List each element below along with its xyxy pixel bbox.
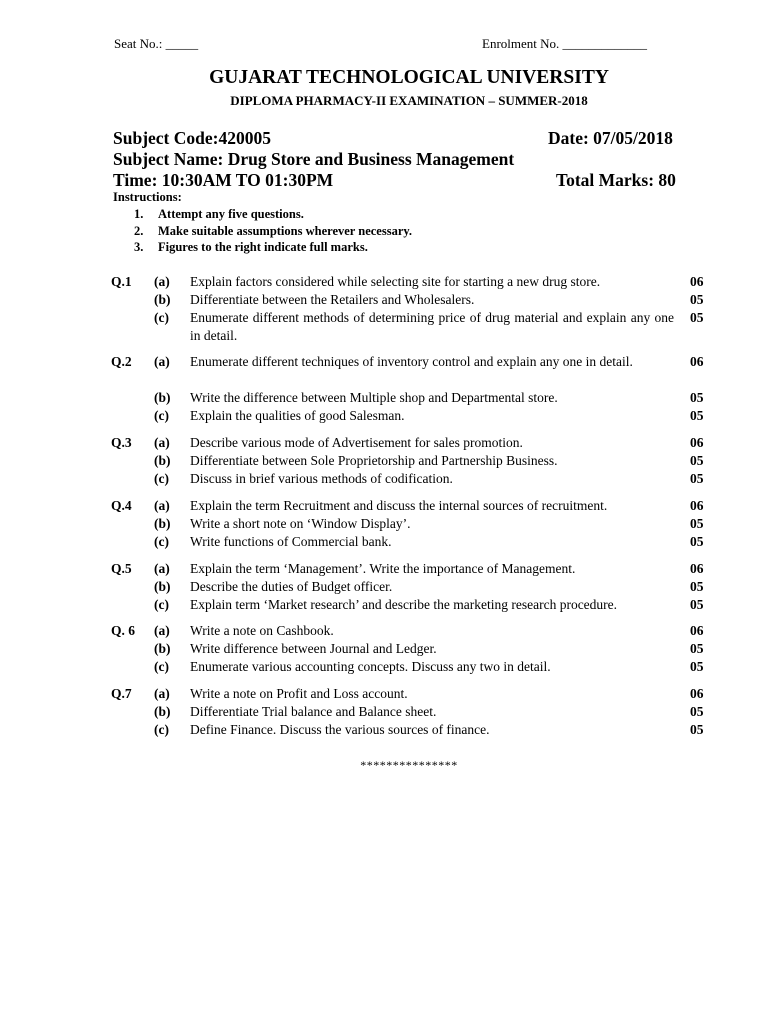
marks: 06 [690, 498, 704, 513]
total-marks: Total Marks: 80 [556, 170, 676, 190]
question-block-2 [0, 353, 768, 425]
marks: 05 [690, 408, 704, 423]
question-text: Differentiate between Sole Proprietorship and Partnership Business. [190, 453, 558, 468]
question-text: Explain the term Recruitment and discuss the internal sources of recruitment. [190, 498, 608, 513]
marks: 06 [690, 686, 704, 701]
question-text: Explain factors considered while selecting site for starting a new drug store. [190, 274, 601, 289]
enrolment-number-field: Enrolment No. _____________ [482, 36, 648, 51]
part-label: (c) [154, 310, 169, 325]
marks: 05 [690, 704, 704, 719]
marks: 06 [690, 274, 704, 289]
question-text: Explain term ‘Market research’ and describe the marketing research procedure. [190, 597, 618, 612]
question-number: Q.1 [111, 274, 132, 289]
question-number: Q. 6 [111, 623, 136, 638]
part-label: (a) [154, 561, 170, 576]
instruction-number: 3. [134, 240, 144, 254]
question-block-7 [0, 685, 768, 739]
question-text: Enumerate different techniques of inventory control and explain any one in detail. [190, 354, 633, 369]
question-text: Describe various mode of Advertisement for sales promotion. [190, 435, 523, 450]
marks: 05 [690, 534, 704, 549]
end-of-paper-divider: *************** [360, 758, 458, 772]
marks: 05 [690, 579, 704, 594]
part-label: (b) [154, 292, 171, 307]
university-title: GUJARAT TECHNOLOGICAL UNIVERSITY [209, 67, 609, 88]
part-label: (a) [154, 623, 170, 638]
question-number: Q.4 [111, 498, 132, 513]
question-text: Differentiate between the Retailers and Wholesalers. [190, 292, 475, 307]
exam-title: DIPLOMA PHARMACY-II EXAMINATION – SUMMER-2018 [230, 93, 588, 108]
marks: 06 [690, 561, 704, 576]
marks: 05 [690, 597, 704, 612]
question-number: Q.7 [111, 686, 132, 701]
instruction-text: Figures to the right indicate full marks. [158, 240, 368, 254]
part-label: (c) [154, 659, 169, 674]
part-label: (a) [154, 274, 170, 289]
question-number: Q.2 [111, 354, 132, 369]
part-label: (a) [154, 686, 170, 701]
part-label: (a) [154, 498, 170, 513]
question-block-6 [0, 622, 768, 676]
part-label: (b) [154, 453, 171, 468]
part-label: (b) [154, 390, 171, 405]
marks: 06 [690, 435, 704, 450]
question-text: Enumerate various accounting concepts. Discuss any two in detail. [190, 659, 551, 674]
instructions-list [134, 206, 412, 256]
question-text: Write a short note on ‘Window Display’. [190, 516, 411, 531]
part-label: (b) [154, 704, 171, 719]
marks: 05 [690, 390, 704, 405]
instruction-text: Make suitable assumptions wherever necessary. [158, 223, 413, 238]
question-block-1 [0, 273, 768, 345]
marks: 05 [690, 641, 704, 656]
seat-number-field: Seat No.: _____ [114, 36, 199, 51]
instructions-title: Instructions: [113, 190, 182, 204]
question-text: Explain the term ‘Management’. Write the importance of Management. [190, 561, 576, 576]
part-label: (c) [154, 408, 169, 423]
question-block-5 [0, 560, 768, 614]
question-text: Write functions of Commercial bank. [190, 534, 392, 549]
part-label: (c) [154, 534, 169, 549]
part-label: (b) [154, 641, 171, 656]
marks: 05 [690, 292, 704, 307]
question-text: Explain the qualities of good Salesman. [190, 408, 405, 423]
exam-date: Date: 07/05/2018 [548, 128, 673, 148]
question-number: Q.3 [111, 435, 132, 450]
instruction-number: 2. [134, 223, 144, 238]
part-label: (c) [154, 471, 169, 486]
marks: 05 [690, 722, 704, 737]
instruction-text: Attempt any five questions. [158, 207, 304, 221]
subject-name: Subject Name: Drug Store and Business Management [113, 149, 515, 169]
marks: 05 [690, 659, 704, 674]
instruction-item [134, 223, 412, 240]
part-label: (a) [154, 354, 170, 369]
question-text: Write the difference between Multiple shop and Departmental store. [190, 390, 558, 405]
question-text: Discuss in brief various methods of codification. [190, 471, 453, 486]
question-text: Enumerate different methods of determining price of drug material and explain any one in detail. [190, 310, 674, 343]
question-text: Differentiate Trial balance and Balance sheet. [190, 704, 437, 719]
marks: 05 [690, 516, 704, 531]
question-number: Q.5 [111, 561, 132, 576]
exam-time: Time: 10:30AM TO 01:30PM [113, 170, 334, 190]
marks: 05 [690, 453, 704, 468]
question-text: Describe the duties of Budget officer. [190, 579, 393, 594]
instruction-item [134, 239, 412, 256]
question-text: Write a note on Profit and Loss account. [190, 686, 408, 701]
part-label: (b) [154, 516, 171, 531]
part-label: (a) [154, 435, 170, 450]
question-text: Write difference between Journal and Ledger. [190, 641, 437, 656]
marks: 05 [690, 310, 704, 325]
instruction-item [134, 206, 412, 223]
question-text: Define Finance. Discuss the various sources of finance. [190, 722, 490, 737]
part-label: (b) [154, 579, 171, 594]
marks: 06 [690, 623, 704, 638]
part-label: (c) [154, 597, 169, 612]
instruction-number: 1. [134, 207, 144, 221]
question-text: Write a note on Cashbook. [190, 623, 334, 638]
marks: 05 [690, 471, 704, 486]
subject-code: Subject Code:420005 [113, 128, 271, 148]
marks: 06 [690, 354, 704, 369]
question-block-4 [0, 497, 768, 551]
part-label: (c) [154, 722, 169, 737]
question-block-3 [0, 434, 768, 488]
